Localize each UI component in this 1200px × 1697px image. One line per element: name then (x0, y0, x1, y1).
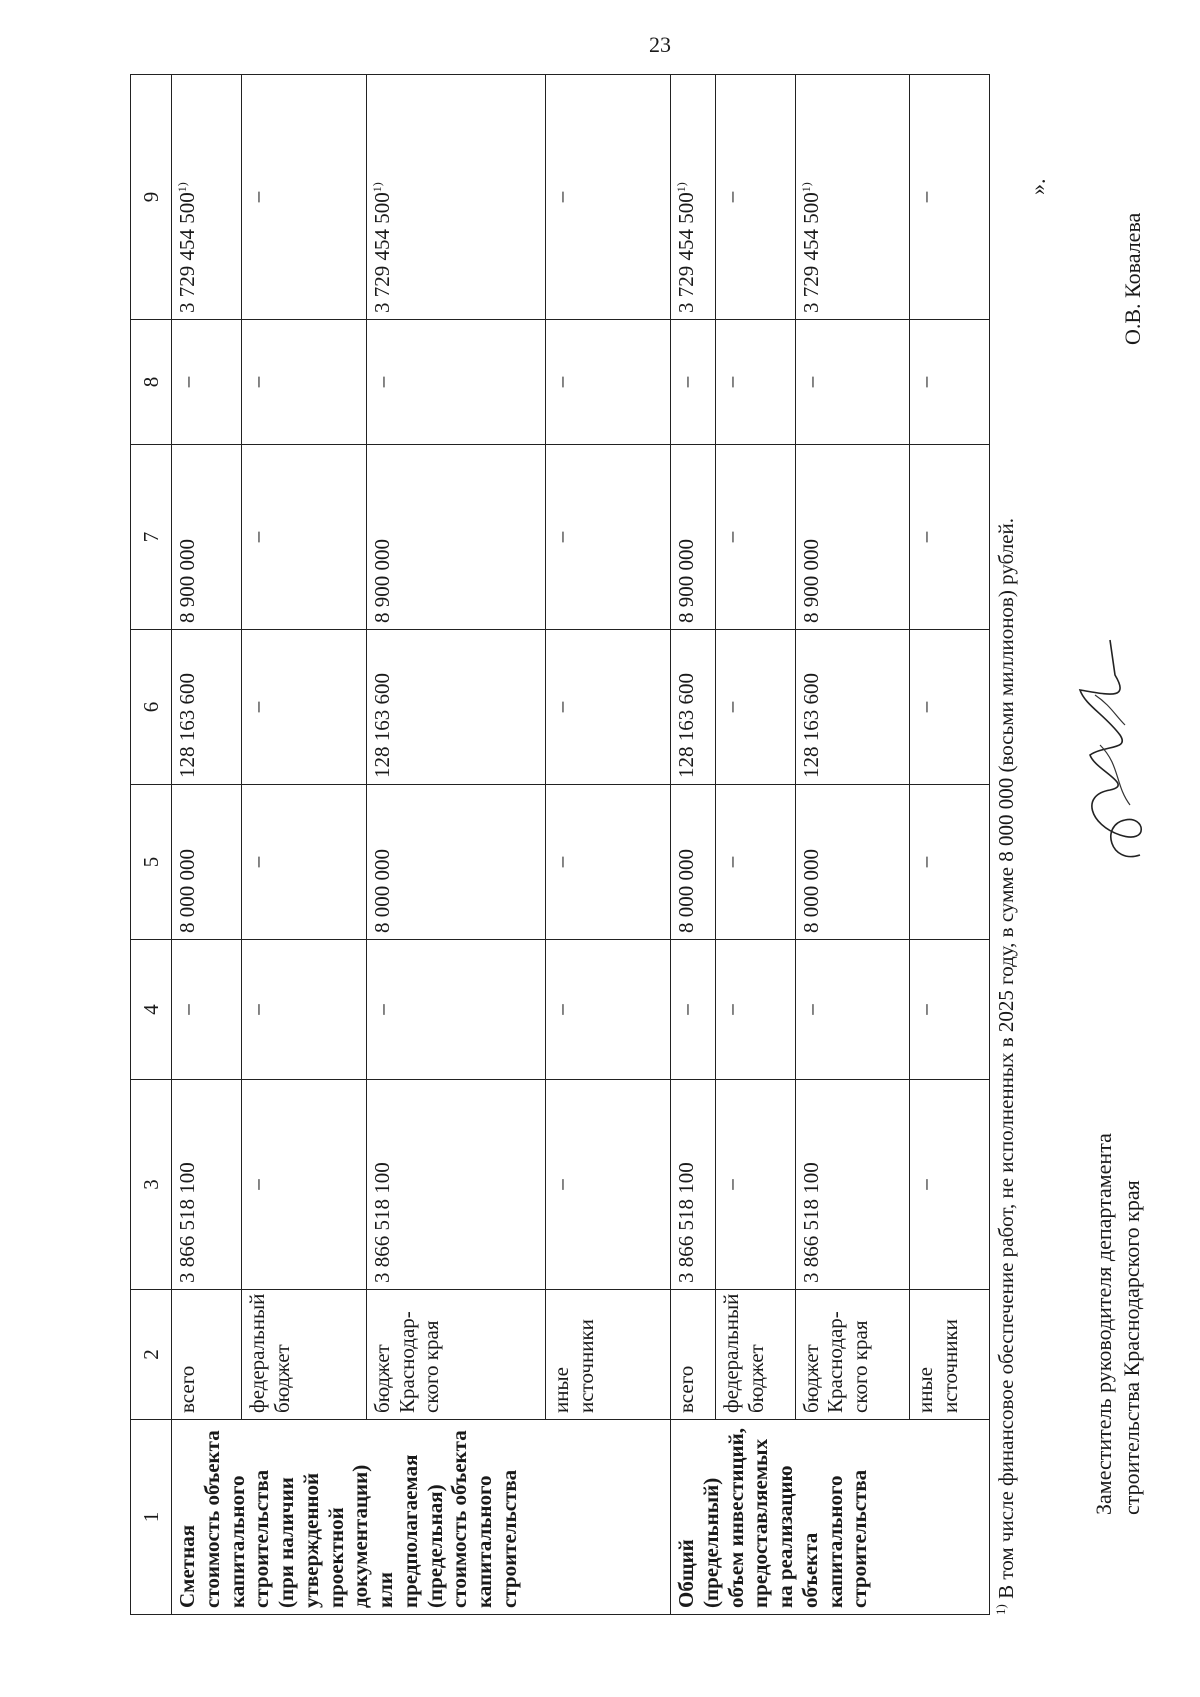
value-cell-c4: – (172, 940, 242, 1080)
funding-source: иные источники (546, 1290, 671, 1420)
value-cell-c6: 128 163 600 (172, 630, 242, 785)
table-row (910, 75, 990, 1615)
value-cell-c8: – (910, 320, 990, 445)
value-cell-c9 (366, 75, 545, 320)
signatory-position (1090, 1133, 1146, 1515)
value-cell-c4: – (366, 940, 545, 1080)
header-cell: 1 (131, 1420, 172, 1615)
value-cell-c3: 3 866 518 100 (795, 1080, 910, 1290)
footnote-text: В том числе финансовое обеспечение работ, не исполненных в 2025 году, в сумме 8 000 000 (восьми миллионов) рублей. (994, 518, 1018, 1605)
header-cell: 6 (131, 630, 172, 785)
header-cell: 3 (131, 1080, 172, 1290)
value-cell-c4: – (795, 940, 910, 1080)
value-cell-c6: – (546, 630, 671, 785)
value-cell-c8: – (670, 320, 715, 445)
value-text: 3 729 454 500 (673, 192, 698, 313)
value-cell-c7: – (242, 445, 367, 630)
value-cell-c3: 3 866 518 100 (172, 1080, 242, 1290)
value-cell-c6: 128 163 600 (366, 630, 545, 785)
rotated-content (130, 75, 1150, 1615)
funding-source: бюджет Краснодар-ского края (795, 1290, 910, 1420)
closing-quote: ». (1025, 178, 1050, 195)
header-cell: 9 (131, 75, 172, 320)
signatory-name: О.В. Ковалева (1120, 212, 1145, 345)
table-row (366, 75, 545, 1615)
table-row (715, 75, 795, 1615)
value-cell-c6: – (715, 630, 795, 785)
position-line-1: Заместитель руководителя департамента (1091, 1133, 1116, 1515)
value-cell-c7: 8 900 000 (172, 445, 242, 630)
row-group-label: Сметная стоимость объекта капитального строительства (при наличии утвержденной проектной документации) или предполагаемая (предельная) стоимость объекта капитального строительства (172, 1420, 671, 1615)
table-row (242, 75, 367, 1615)
value-cell-c5: – (715, 785, 795, 940)
value-cell-c8: – (715, 320, 795, 445)
value-cell-c8: – (242, 320, 367, 445)
value-cell-c3: – (242, 1080, 367, 1290)
value-cell-c4: – (715, 940, 795, 1080)
value-cell-c7: – (715, 445, 795, 630)
value-cell-c8: – (172, 320, 242, 445)
row-group-label: Общий (предельный) объем инвестиций, предоставляемых на реализацию объекта капитального строительства (670, 1420, 989, 1615)
header-cell: 5 (131, 785, 172, 940)
footnote-mark: 1) (993, 1604, 1008, 1615)
value-cell-c6: 128 163 600 (795, 630, 910, 785)
value-text: 3 729 454 500 (175, 192, 199, 313)
value-cell-c5: – (546, 785, 671, 940)
value-cell-c3: – (715, 1080, 795, 1290)
value-cell-c9 (795, 75, 910, 320)
funding-source: бюджет Краснодар-ского края (366, 1290, 545, 1420)
footnote-ref: 1) (673, 182, 688, 193)
value-cell-c3: – (910, 1080, 990, 1290)
value-cell-c4: – (910, 940, 990, 1080)
table-row (795, 75, 910, 1615)
value-text: – (549, 191, 574, 203)
value-cell-c9 (172, 75, 242, 320)
value-text: – (718, 191, 743, 203)
value-cell-c6: 128 163 600 (670, 630, 715, 785)
value-cell-c3: 3 866 518 100 (366, 1080, 545, 1290)
value-cell-c6: – (910, 630, 990, 785)
value-cell-c5: 8 000 000 (172, 785, 242, 940)
value-text: – (913, 191, 938, 203)
funding-source: всего (172, 1290, 242, 1420)
value-cell-c8: – (795, 320, 910, 445)
footnote-ref: 1) (175, 182, 189, 193)
value-cell-c4: – (242, 940, 367, 1080)
value-cell-c7: 8 900 000 (366, 445, 545, 630)
value-cell-c4: – (670, 940, 715, 1080)
value-cell-c7: – (910, 445, 990, 630)
value-cell-c3: – (546, 1080, 671, 1290)
header-cell: 2 (131, 1290, 172, 1420)
investment-table (130, 74, 990, 1615)
footnote-ref: 1) (369, 182, 384, 193)
page-number: 23 (649, 32, 671, 57)
value-cell-c7: 8 900 000 (795, 445, 910, 630)
value-text: – (245, 191, 270, 203)
value-cell-c9 (546, 75, 671, 320)
value-cell-c5: 8 000 000 (366, 785, 545, 940)
value-cell-c5: – (242, 785, 367, 940)
table-row (670, 75, 715, 1615)
funding-source: всего (670, 1290, 715, 1420)
header-cell: 8 (131, 320, 172, 445)
table-row (546, 75, 671, 1615)
value-cell-c5: 8 000 000 (670, 785, 715, 940)
value-cell-c9 (910, 75, 990, 320)
header-row (131, 75, 172, 1615)
value-cell-c9 (670, 75, 715, 320)
value-cell-c5: 8 000 000 (795, 785, 910, 940)
value-cell-c7: – (546, 445, 671, 630)
table-row (172, 75, 242, 1615)
footnote-ref: 1) (798, 182, 813, 193)
footnote (994, 518, 1019, 1615)
funding-source: федеральный бюджет (715, 1290, 795, 1420)
value-cell-c8: – (366, 320, 545, 445)
header-cell: 7 (131, 445, 172, 630)
value-cell-c6: – (242, 630, 367, 785)
header-cell: 4 (131, 940, 172, 1080)
value-cell-c9 (242, 75, 367, 320)
position-line-2: строительства Краснодарского края (1119, 1180, 1145, 1515)
value-cell-c4: – (546, 940, 671, 1080)
value-text: 3 729 454 500 (798, 192, 823, 313)
value-cell-c5: – (910, 785, 990, 940)
value-cell-c8: – (546, 320, 671, 445)
value-cell-c9 (715, 75, 795, 320)
funding-source: федеральный бюджет (242, 1290, 367, 1420)
funding-source: иные источники (910, 1290, 990, 1420)
value-cell-c3: 3 866 518 100 (670, 1080, 715, 1290)
value-text: 3 729 454 500 (369, 192, 394, 313)
value-cell-c7: 8 900 000 (670, 445, 715, 630)
handwritten-signature (1070, 635, 1160, 865)
